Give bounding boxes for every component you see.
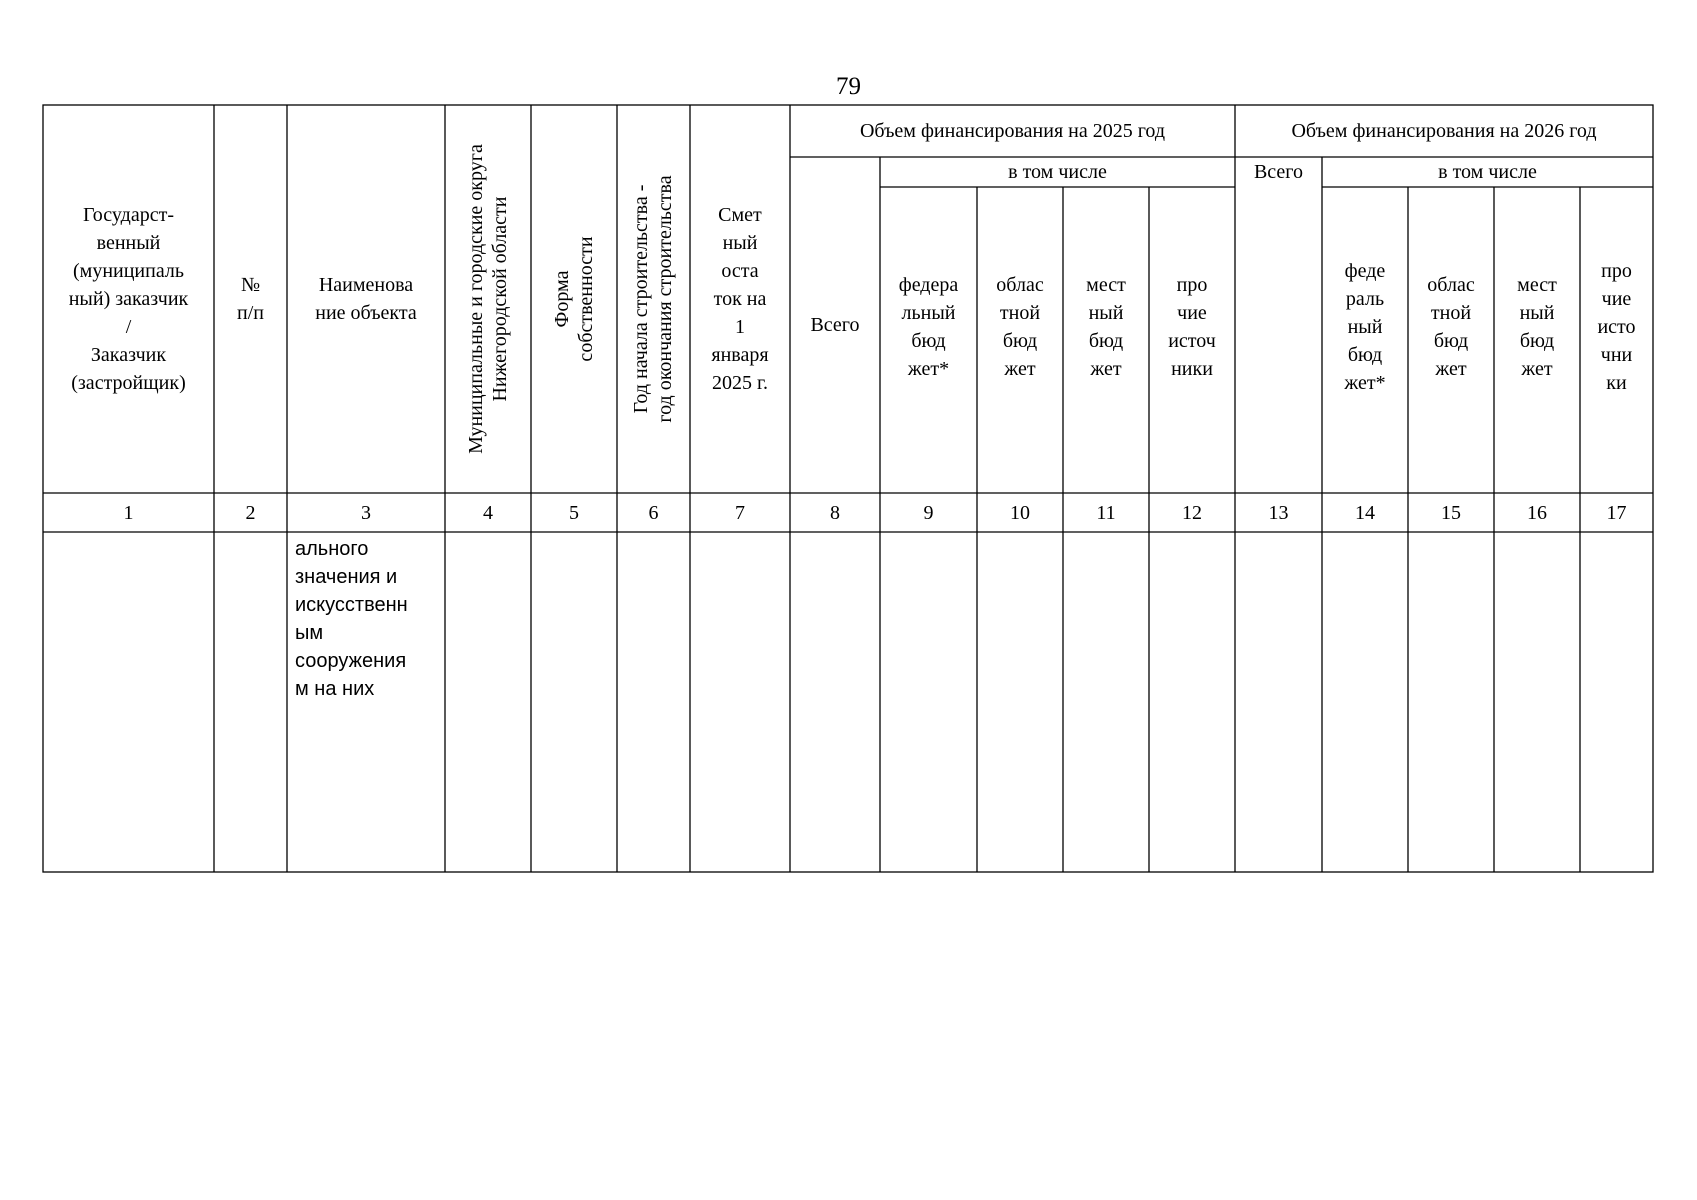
header-regional-2025: облас тной бюд жет	[996, 274, 1044, 380]
header-regional-2026: облас тной бюд жет	[1427, 274, 1475, 380]
column-number: 1	[123, 501, 134, 524]
header-financing-2025: Объем финансирования на 2025 год	[859, 120, 1166, 142]
header-number: № п/п	[237, 274, 264, 324]
page-number: 79	[836, 73, 861, 100]
column-number: 5	[569, 501, 579, 524]
header-object-name: Наименова ние объекта	[315, 274, 417, 324]
header-other-2025: про чие источ ники	[1168, 274, 1216, 380]
column-number: 16	[1527, 501, 1547, 524]
header-federal-2025: федера льный бюд жет*	[898, 274, 959, 380]
column-number: 15	[1441, 501, 1461, 524]
header-federal-2026: феде раль ный бюд жет*	[1344, 260, 1386, 394]
header-municipalities: Муниципальные и городские округа Нижегородской области	[465, 144, 511, 454]
header-customer: Государст- венный (муниципаль ный) заказчик / Заказчик (застройщик)	[68, 204, 189, 394]
column-number: 7	[735, 501, 745, 524]
header-total-2026: Всего	[1253, 161, 1304, 183]
column-number: 3	[361, 501, 371, 524]
column-number: 4	[483, 501, 493, 524]
header-construction-years: Год начала строительства - год окончания строительства	[630, 175, 676, 423]
column-number: 13	[1268, 501, 1289, 524]
header-local-2025: мест ный бюд жет	[1086, 274, 1126, 380]
column-number: 9	[923, 501, 934, 524]
column-number: 8	[830, 501, 840, 524]
column-number: 17	[1606, 501, 1627, 524]
header-including-2025: в том числе	[1008, 161, 1107, 183]
header-local-2026: мест ный бюд жет	[1517, 274, 1557, 380]
header-ownership-form: Форма собственности	[551, 236, 597, 362]
header-estimated-balance: Смет ный оста ток на 1 января 2025 г.	[711, 204, 769, 394]
column-number: 11	[1096, 501, 1116, 524]
column-number: 12	[1182, 501, 1202, 524]
header-including-2026: в том числе	[1438, 161, 1537, 183]
header-total-2025: Всего	[810, 314, 860, 336]
object-name-cell: ального значения и искусственн ым сооружения м на них	[295, 538, 408, 700]
column-number: 10	[1010, 501, 1030, 524]
column-number: 2	[245, 501, 256, 524]
header-financing-2026: Объем финансирования на 2026 год	[1291, 120, 1597, 142]
header-other-2026: про чие исто чни ки	[1597, 260, 1636, 394]
column-number: 14	[1355, 501, 1375, 524]
column-number: 6	[648, 501, 659, 524]
